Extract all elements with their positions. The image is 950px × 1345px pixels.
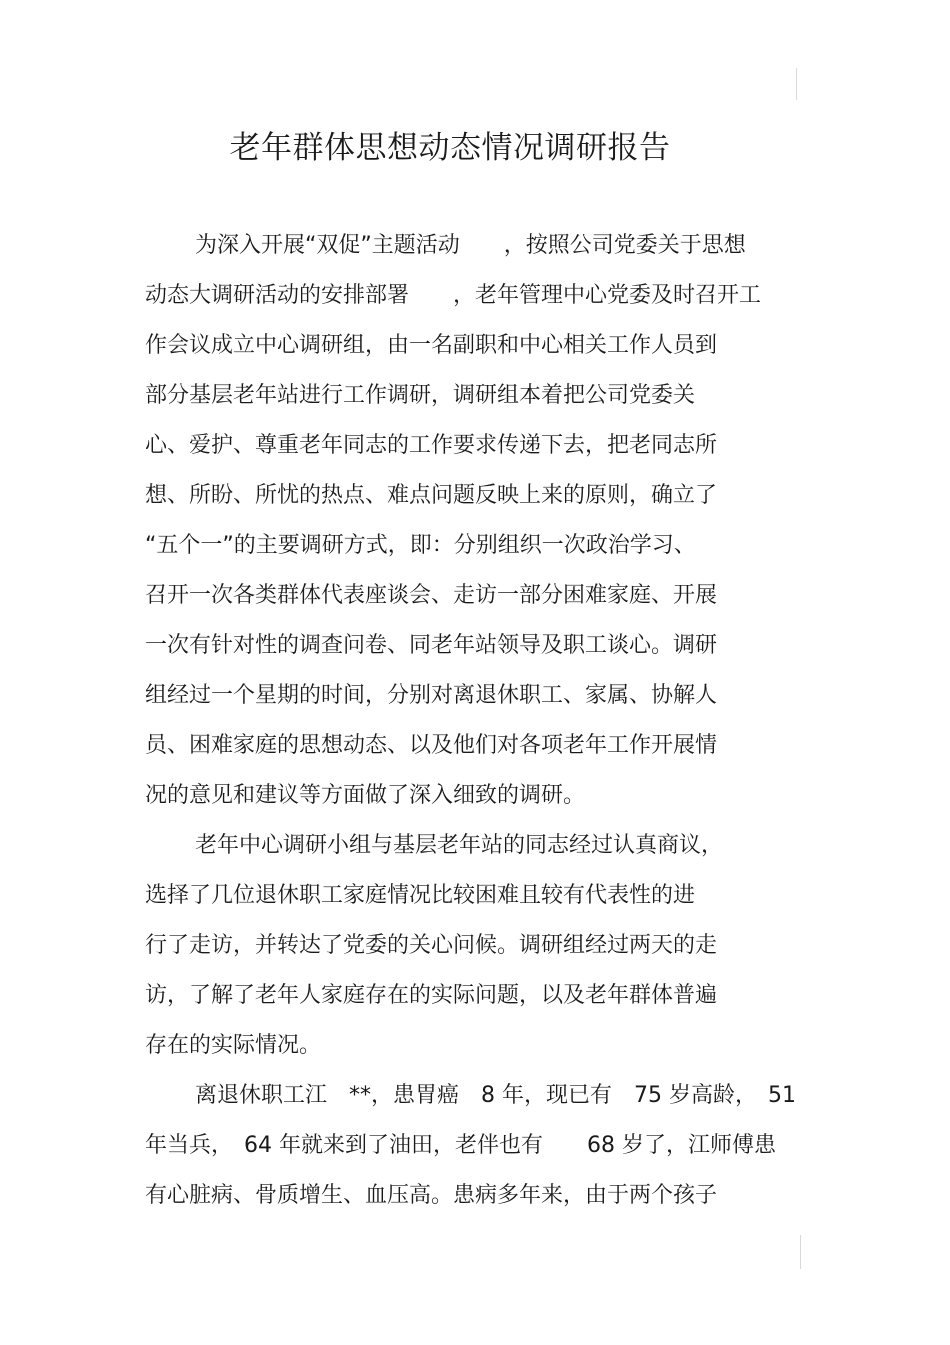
paragraph-line: 组经过一个星期的时间，分别对离退休职工、家属、协解人 — [145, 683, 718, 708]
paragraph-line: “五个一”的主要调研方式，即：分别组织一次政治学习、 — [145, 533, 696, 558]
document-title: 老年群体思想动态情况调研报告 — [229, 130, 671, 166]
page-edge-mark-top — [796, 68, 797, 100]
paragraph-line: 选择了几位退休职工家庭情况比较困难且较有代表性的进 — [145, 883, 696, 908]
paragraph-line: 动态大调研活动的安排部署 ，老年管理中心党委及时召开工 — [145, 283, 762, 308]
paragraph-line: 作会议成立中心调研组，由一名副职和中心相关工作人员到 — [145, 333, 718, 358]
paragraph-line: 年当兵， 64 年就来到了油田，老伴也有 68 岁了，江师傅患 — [145, 1133, 776, 1158]
page-edge-mark-bottom — [800, 1235, 801, 1269]
paragraph-line: 况的意见和建议等方面做了深入细致的调研。 — [145, 783, 586, 808]
paragraph-line: 离退休职工江 **，患胃癌 8 年，现已有 75 岁高龄， 51 — [195, 1083, 796, 1108]
paragraph-line: 行了走访，并转达了党委的关心问候。调研组经过两天的走 — [145, 933, 718, 958]
paragraph-line: 为深入开展“双促”主题活动 ，按照公司党委关于思想 — [195, 233, 746, 258]
paragraph-line: 有心脏病、骨质增生、血压高。患病多年来，由于两个孩子 — [145, 1183, 718, 1208]
paragraph-line: 想、所盼、所忧的热点、难点问题反映上来的原则，确立了 — [145, 483, 718, 508]
paragraph-line: 访，了解了老年人家庭存在的实际问题，以及老年群体普遍 — [145, 983, 718, 1008]
paragraph-line: 心、爱护、尊重老年同志的工作要求传递下去，把老同志所 — [145, 433, 718, 458]
paragraph-line: 员、困难家庭的思想动态、以及他们对各项老年工作开展情 — [145, 733, 718, 758]
paragraph-line: 存在的实际情况。 — [145, 1033, 322, 1058]
paragraph-line: 部分基层老年站进行工作调研，调研组本着把公司党委关 — [145, 383, 696, 408]
paragraph-line: 一次有针对性的调查问卷、同老年站领导及职工谈心。调研 — [145, 633, 718, 658]
paragraph-line: 召开一次各类群体代表座谈会、走访一部分困难家庭、开展 — [145, 583, 718, 608]
paragraph-line: 老年中心调研小组与基层老年站的同志经过认真商议， — [195, 833, 724, 858]
